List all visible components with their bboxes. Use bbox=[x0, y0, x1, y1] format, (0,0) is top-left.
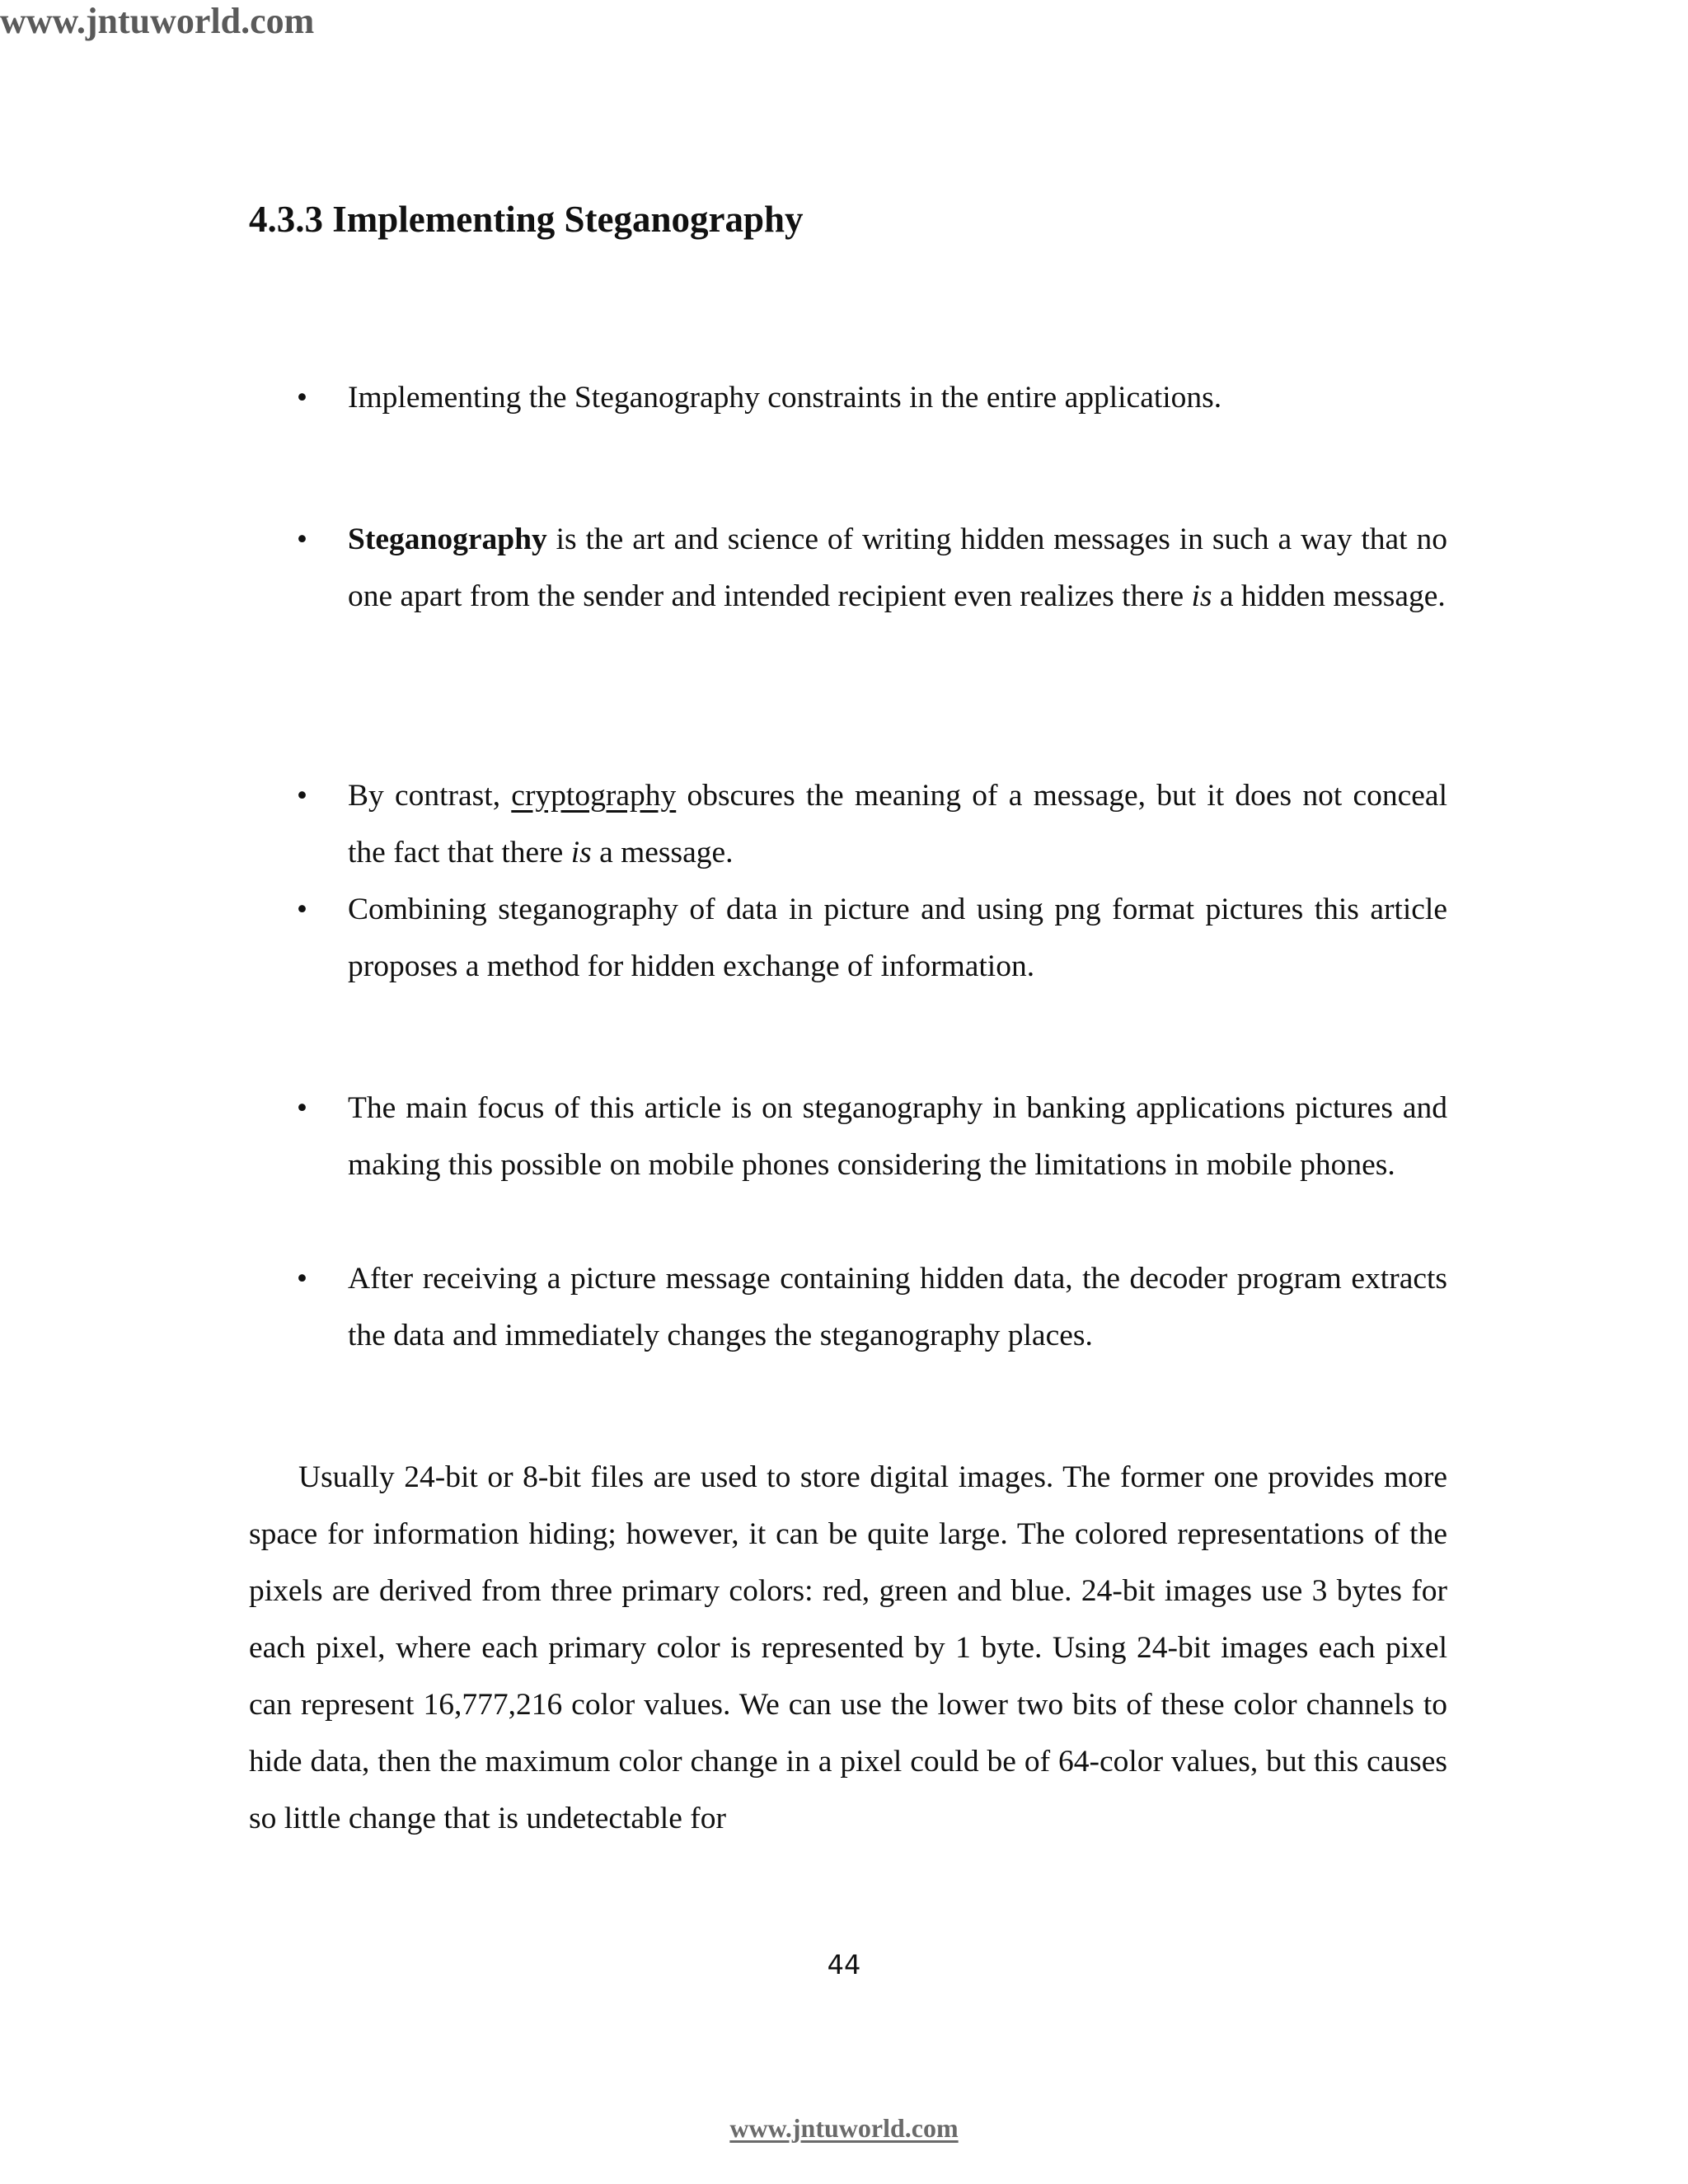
body-paragraph: Usually 24-bit or 8-bit files are used to store digital images. The former one provides more space for information hiding; however, it can be quite large. The colored representations of the pixels are derived from three primary colors: red, green and blue. 24-bit images use 3 bytes for each pixel, where each primary color is represented by 1 byte. Using 24-bit images each pixel can represent 16,777,216 color values. We can use the lower two bits of these color channels to hide data, then the maximum color change in a pixel could be of 64-color values, but this causes so little change that is undetectable for bbox=[249, 1460, 1447, 1835]
top-watermark: www.jntuworld.com bbox=[0, 1, 315, 41]
bullet-text: The main focus of this article is on steganography in banking applications pictures and making this possible on mobile phones considering the limitations in mobile phones. bbox=[348, 1091, 1447, 1182]
bullet-text: Implementing the Steganography constraints in the entire applications. bbox=[348, 381, 1222, 415]
bullet-text: After receiving a picture message containing hidden data, the decoder program extracts the data and immediately changes the steganography places. bbox=[348, 1262, 1447, 1352]
emphasis-is: is bbox=[1191, 579, 1212, 613]
bottom-watermark-link[interactable]: www.jntuworld.com bbox=[729, 2113, 959, 2143]
bullet-text-part: By contrast, bbox=[348, 779, 512, 813]
bullet-marker: • bbox=[297, 893, 307, 926]
bullet-marker: • bbox=[297, 1262, 307, 1296]
emphasis-is: is bbox=[570, 836, 592, 869]
term-steganography: Steganography bbox=[348, 523, 547, 556]
bullet-item bbox=[297, 511, 1447, 625]
page-number: 44 bbox=[827, 1949, 861, 1980]
bullet-item bbox=[297, 881, 1447, 995]
bullet-marker: • bbox=[297, 1091, 307, 1125]
cryptography-link[interactable]: cryptography bbox=[511, 779, 677, 813]
bullet-item bbox=[297, 369, 1447, 426]
bullet-text-part: a hidden message. bbox=[1212, 579, 1446, 613]
bullet-marker: • bbox=[297, 779, 307, 813]
bullet-item bbox=[297, 767, 1447, 881]
bullet-text: Combining steganography of data in picture and using png format pictures this article proposes a method for hidden exchange of information. bbox=[348, 893, 1447, 983]
bullet-text bbox=[348, 767, 1447, 881]
bullet-text bbox=[348, 511, 1447, 625]
bullet-item bbox=[297, 1250, 1447, 1364]
bullet-marker: • bbox=[297, 523, 307, 556]
bullet-text-part: a message. bbox=[591, 836, 734, 869]
bullet-text-part: is the art and science of writing hidden messages in such a way that no one apart from the sender and intended recipient even realizes there bbox=[348, 523, 1447, 613]
bullet-marker: • bbox=[297, 381, 307, 415]
bullet-text-part: obscures the meaning of a message, but it does not conceal the fact that there bbox=[348, 779, 1447, 869]
section-heading: 4.3.3 Implementing Steganography bbox=[249, 199, 804, 240]
bullet-item bbox=[297, 1080, 1447, 1193]
